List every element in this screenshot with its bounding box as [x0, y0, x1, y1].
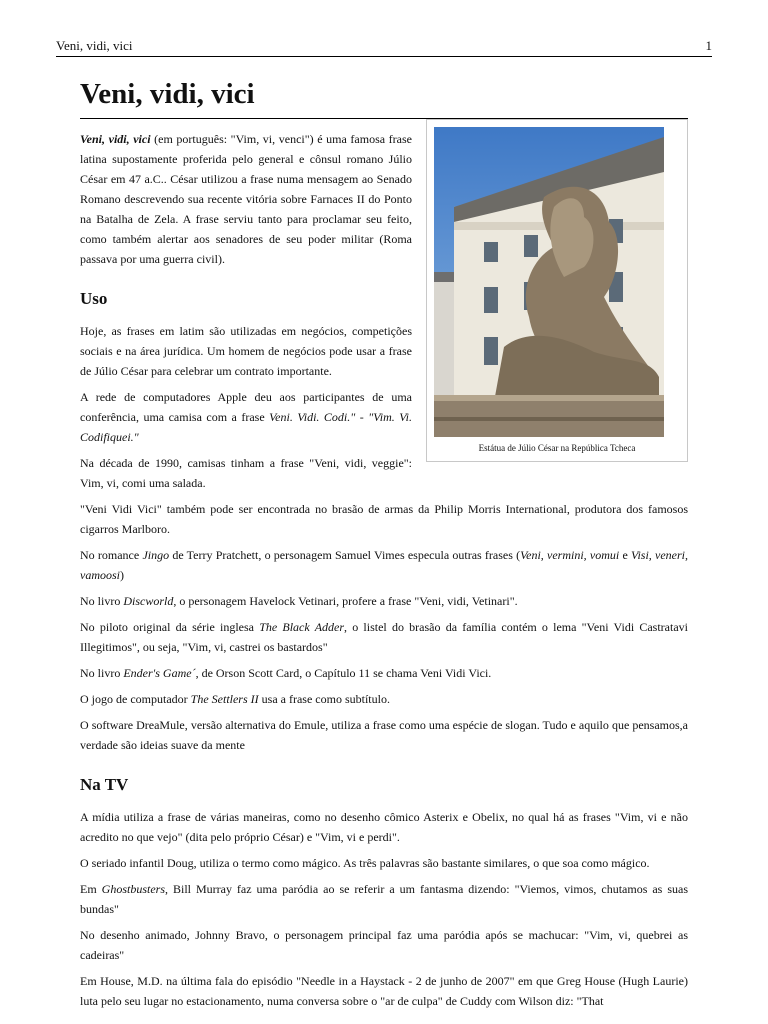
uso-paragraph-7 — [80, 617, 688, 657]
section-heading-uso: Uso — [80, 289, 108, 308]
statue-photo — [434, 127, 664, 437]
article-body — [80, 76, 688, 1017]
page-number: 1 — [705, 38, 712, 53]
text-span: , de Orson Scott Card, o Capítulo 11 se chama Veni Vidi Vici. — [195, 666, 492, 680]
running-header — [56, 38, 712, 57]
italic-span: Ghostbusters — [101, 882, 165, 896]
text-span: ) — [120, 568, 124, 582]
text-span: O jogo de computador — [80, 692, 191, 706]
tv-paragraph-4: No desenho animado, Johnny Bravo, o personagem principal faz uma paródia após se machucar: "Vim, vi, quebrei as cadeiras" — [80, 928, 688, 962]
italic-span: Discworld — [123, 594, 174, 608]
intro-text: (em português: "Vim, vi, venci") é uma famosa frase latina supostamente proferida pelo general e cônsul romano Júlio César em 47 a.C.. César utilizou a frase numa mensagem ao Senado Romano descrevendo sua recente vitória sobre Farnaces II do Ponto na Batalha de Zela. A frase serviu tanto para proclamar seu feito, como também alertar aos senadores de seu poder militar (Roma passava por uma guerra civil). — [80, 132, 413, 266]
uso-paragraph-6 — [80, 591, 688, 611]
uso-paragraph-4: "Veni Vidi Vici" também pode ser encontrada no brasão de armas da Philip Morris International, produtora dos famosos cigarros Marlboro. — [80, 502, 688, 536]
tv-paragraph-2: O seriado infantil Doug, utiliza o termo como mágico. As três palavras são bastante similares, o que soa como mágico. — [80, 856, 650, 870]
uso-paragraph-10: O software DreaMule, versão alternativa do Emule, utiliza a frase como uma espécie de slogan. Tudo e aquilo que pensamos,a verdade são ideias suave da mente — [80, 718, 688, 752]
text-span: usa a frase como subtítulo. — [258, 692, 390, 706]
text-span: No livro — [80, 594, 124, 608]
text-span: No romance — [80, 548, 143, 562]
tv-paragraph-1: A mídia utiliza a frase de várias maneiras, como no desenho cômico Asterix e Obelix, no qual há as frases "Vim, vi e não acredito no que vejo" (dita pelo próprio César) e "Vim, vi e perdi". — [80, 810, 688, 844]
text-span: , Bill Murray faz uma paródia ao se referir a um fantasma dizendo: "Viemos, vimos, chutamos as suas bundas" — [80, 882, 689, 916]
uso-paragraph-1: Hoje, as frases em latim são utilizadas em negócios, competições sociais e na área jurídica. Um homem de negócios pode usar a frase de Júlio César para celebrar um contrato importante. — [80, 324, 412, 378]
text-span: , o listel do brasão da família contém o lema "Veni Vidi Castratavi Illegitimos", ou seja, "Vim, vi, castrei os bastardos" — [80, 620, 689, 654]
statue-figure — [426, 119, 688, 462]
section-heading-na-tv: Na TV — [80, 775, 129, 794]
italic-span: Ender's Game´ — [123, 666, 196, 680]
text-span: No piloto original da série inglesa — [80, 620, 260, 634]
running-title: Veni, vidi, vici — [56, 38, 133, 53]
text-span: No livro — [80, 666, 124, 680]
italic-span: Veni, vermini, vomui — [520, 548, 620, 562]
tv-paragraph-5: Em House, M.D. na última fala do episódio "Needle in a Haystack - 2 de junho de 2007" em que Greg House (Hugh Laurie) luta pelo seu lugar no estacionamento, numa conversa sobre o "ar de culpa" de Cuddy com Wilson diz: "That — [80, 974, 688, 1008]
italic-span: Jingo — [142, 548, 170, 562]
article-title: Veni, vidi, vici — [80, 76, 688, 119]
italic-span: The Settlers II — [190, 692, 259, 706]
uso-paragraph-3: Na década de 1990, camisas tinham a frase "Veni, vidi, veggie": Vim, vi, comi uma salada. — [80, 456, 412, 490]
italic-span: The Black Adder — [259, 620, 345, 634]
uso-paragraph-8 — [80, 663, 688, 683]
text-span: Em — [80, 882, 102, 896]
italic-span: Veni. Vidi. Codi." - "Vim. Vi. Codifiquei." — [80, 410, 413, 444]
text-span: e — [619, 548, 631, 562]
uso-paragraph-9 — [80, 689, 688, 709]
intro-lead: Veni, vidi, vici — [80, 132, 151, 146]
text-span: de Terry Pratchett, o personagem Samuel Vimes especula outras frases ( — [169, 548, 521, 562]
uso-paragraph-5 — [80, 545, 688, 585]
tv-paragraph-3 — [80, 879, 688, 919]
italic-span: Visi, veneri, vamoosi — [80, 548, 688, 582]
figure-caption: Estátua de Júlio César na República Tcheca — [478, 443, 636, 453]
text-span: , o personagem Havelock Vetinari, profere a frase "Veni, vidi, Vetinari". — [173, 594, 518, 608]
text-span: A rede de computadores Apple deu aos participantes de uma conferência, uma camisa com a frase — [80, 390, 412, 424]
